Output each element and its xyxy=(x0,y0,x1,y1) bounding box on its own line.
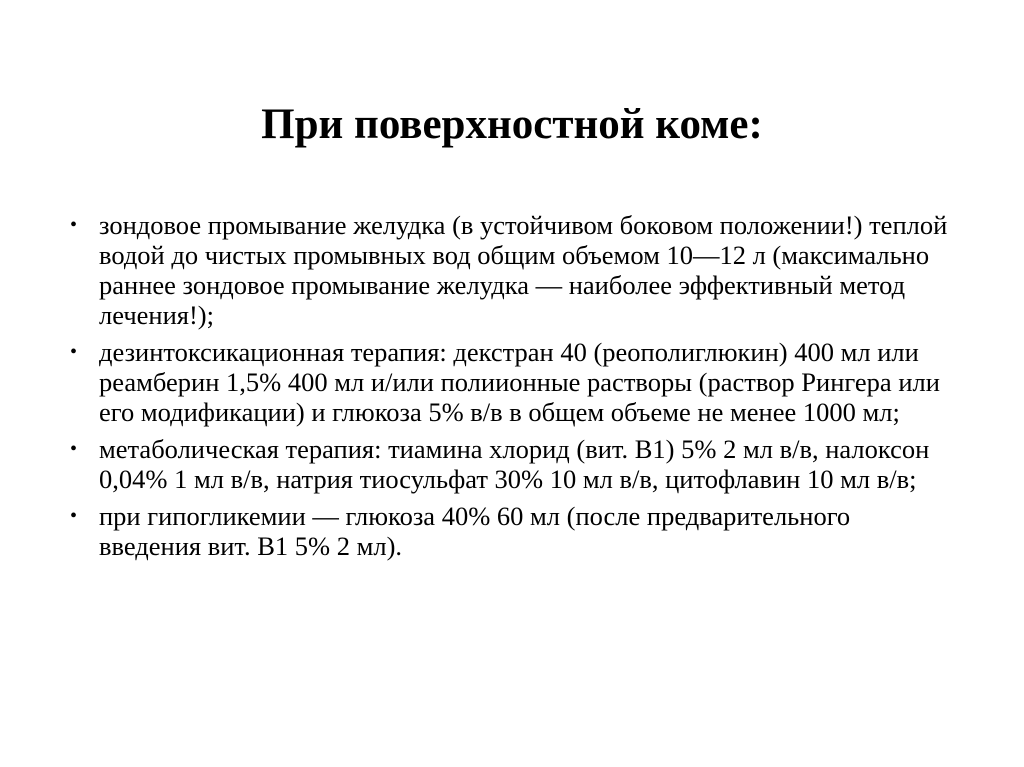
bullet-text: дезинтоксикационная терапия: декстран 40 (реополиглюкин) 400 мл или реамберин 1,5% 400 мл и/или полиионные растворы (раствор Рингера или его модификации) и глюкоза 5% в/в в общем объеме не менее 1000 мл; xyxy=(99,337,940,427)
bullet-item-hypoglycemia xyxy=(68,501,948,561)
bullet-list xyxy=(68,210,948,568)
bullet-text: при гипогликемии — глюкоза 40% 60 мл (после предварительного введения вит. B1 5% 2 мл). xyxy=(99,501,851,561)
bullet-item-detox-therapy xyxy=(68,337,948,427)
bullet-icon: • xyxy=(70,341,78,363)
bullet-icon: • xyxy=(70,438,78,460)
bullet-icon: • xyxy=(70,214,78,236)
bullet-icon: • xyxy=(70,505,78,527)
bullet-item-metabolic-therapy xyxy=(68,434,948,494)
slide-title: При поверхностной коме: xyxy=(261,100,763,148)
bullet-text: метаболическая терапия: тиамина хлорид (вит. B1) 5% 2 мл в/в, налоксон 0,04% 1 мл в/в, натрия тиосульфат 30% 10 мл в/в, цитофлавин 10 мл в/в; xyxy=(99,434,930,494)
bullet-item-gastric-lavage xyxy=(68,210,948,330)
bullet-text: зондовое промывание желудка (в устойчивом боковом положении!) теплой водой до чистых промывных вод общим объемом 10—12 л (максимально раннее зондовое промывание желудка — наиболее эффективный метод лечения!); xyxy=(99,210,948,330)
